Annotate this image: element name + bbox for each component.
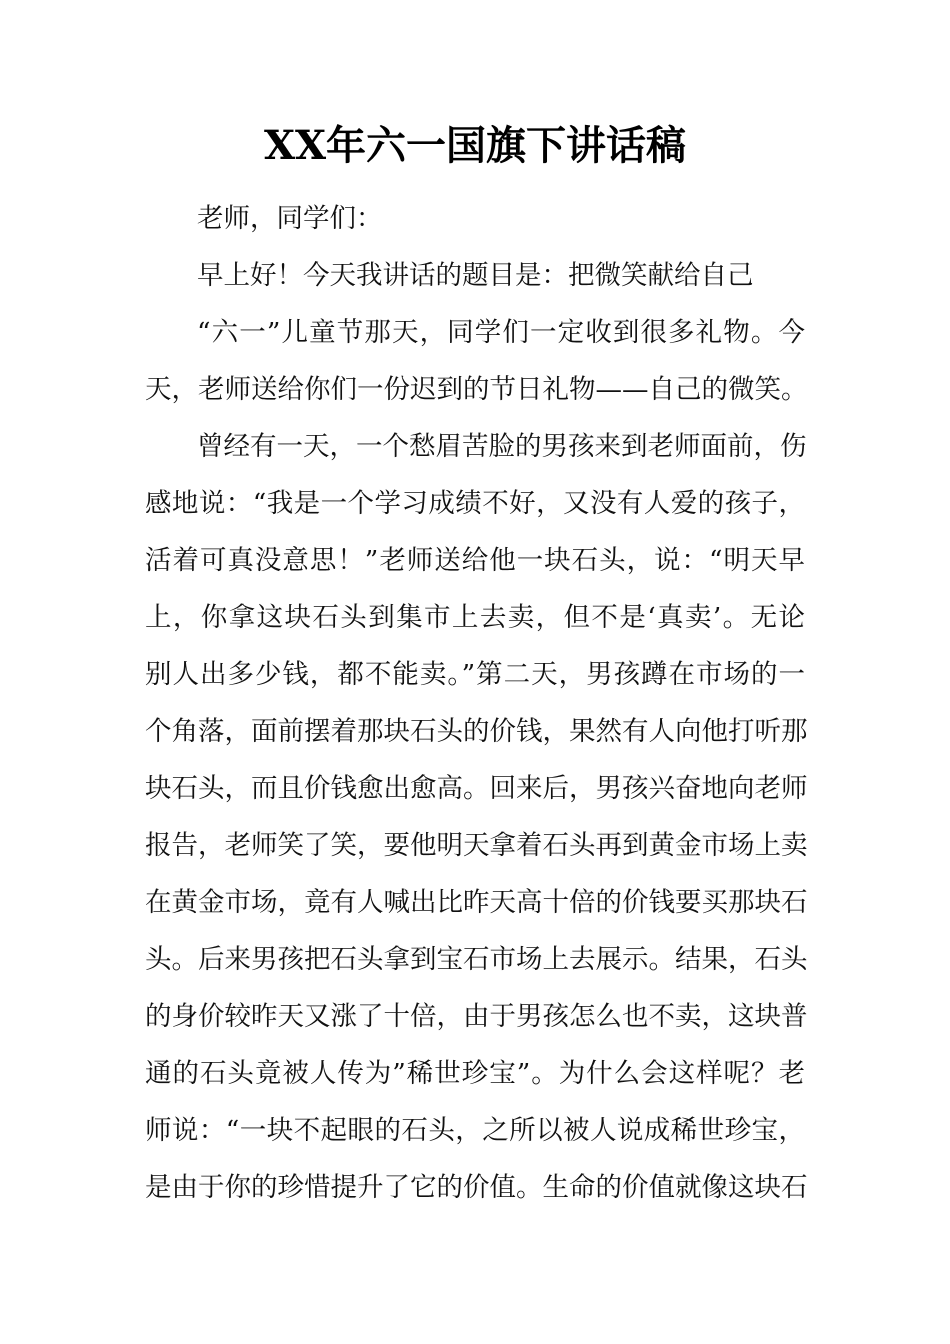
paragraph-line: 感地说：“我是一个学习成绩不好，又没有人爱的孩子， [145, 488, 805, 519]
paragraph-line: 是由于你的珍惜提升了它的价值。生命的价值就像这块石 [145, 1172, 808, 1203]
paragraph-line: 个角落，面前摆着那块石头的价钱，果然有人向他打听那 [145, 716, 808, 747]
paragraph-line: 曾经有一天，一个愁眉苦脸的男孩来到老师面前，伤 [197, 431, 807, 462]
paragraph-line: “六一”儿童节那天，同学们一定收到很多礼物。今 [197, 317, 805, 348]
paragraph-line: 通的石头竟被人传为”稀世珍宝”。为什么会这样呢？老 [145, 1058, 805, 1089]
paragraph-line: 的身价较昨天又涨了十倍，由于男孩怎么也不卖，这块普 [145, 1001, 808, 1032]
paragraph-line: 活着可真没意思！”老师送给他一块石头，说：“明天早 [145, 545, 805, 576]
paragraph-line: 天，老师送给你们一份迟到的节日礼物——自己的微笑。 [145, 374, 808, 405]
paragraph-line: 头。后来男孩把石头拿到宝石市场上去展示。结果，石头 [145, 944, 808, 975]
paragraph-line: 师说：“一块不起眼的石头，之所以被人说成稀世珍宝， [145, 1115, 805, 1146]
paragraph-line: 报告，老师笑了笑，要他明天拿着石头再到黄金市场上卖 [145, 830, 808, 861]
topic-line: 早上好！今天我讲话的题目是：把微笑献给自己 [197, 260, 754, 291]
paragraph-line: 在黄金市场，竟有人喊出比昨天高十倍的价钱要买那块石 [145, 887, 808, 918]
greeting-line: 老师，同学们： [197, 203, 383, 234]
paragraph-line: 上，你拿这块石头到集市上去卖，但不是‘真卖’。无论 [145, 602, 805, 633]
paragraph-line: 别人出多少钱，都不能卖。”第二天，男孩蹲在市场的一 [145, 659, 805, 690]
page-title: XX年六一国旗下讲话稿 [263, 122, 687, 169]
document-body [145, 190, 808, 1216]
paragraph-line: 块石头，而且价钱愈出愈高。回来后，男孩兴奋地向老师 [145, 773, 808, 804]
